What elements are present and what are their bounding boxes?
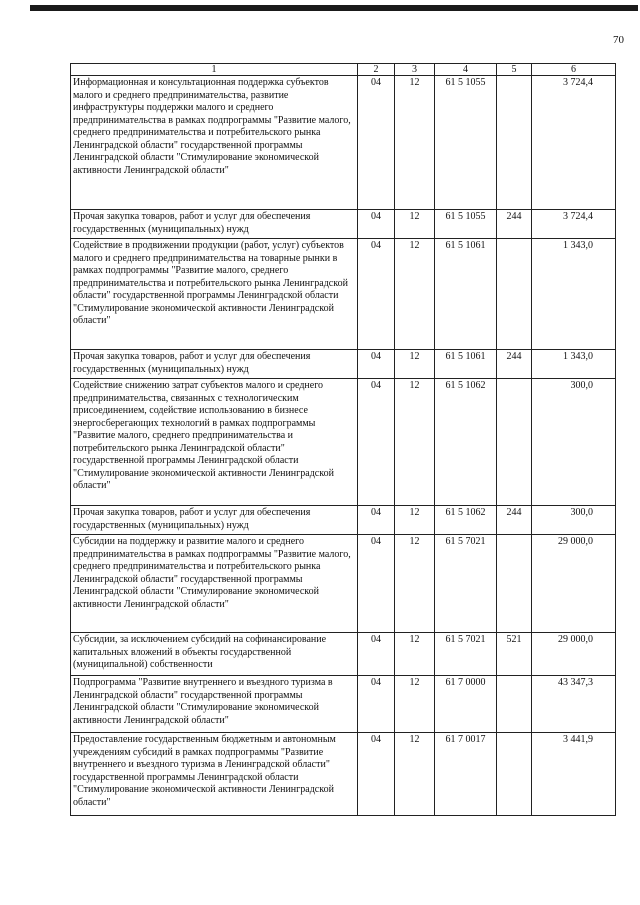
budget-table bbox=[70, 63, 616, 816]
top-border-rule bbox=[30, 5, 638, 11]
table-row bbox=[71, 506, 616, 535]
subsection-cell: 12 bbox=[395, 379, 435, 506]
amount-cell: 29 000,0 bbox=[532, 535, 616, 633]
description-cell: Предоставление государственным бюджетным и автономным учреждениям субсидий в рамках подпрограммы "Развитие внутреннего и въездного туризма в Ленинградской области" государственной программы Ленинградской области "Стимулирование экономической активности Ленинградской области" bbox=[71, 733, 358, 816]
amount-cell: 3 724,4 bbox=[532, 76, 616, 210]
table-row bbox=[71, 535, 616, 633]
description-cell: Прочая закупка товаров, работ и услуг для обеспечения государственных (муниципальных) нужд bbox=[71, 350, 358, 379]
description-cell: Субсидии на поддержку и развитие малого и среднего предпринимательства в рамках подпрограммы "Развитие малого, среднего предпринимательства и потребительского рынка Ленинградской области" государственной программы Ленинградской области "Стимулирование экономической активности Ленинградской области" bbox=[71, 535, 358, 633]
subsection-cell: 12 bbox=[395, 633, 435, 676]
description-cell: Прочая закупка товаров, работ и услуг для обеспечения государственных (муниципальных) нужд bbox=[71, 210, 358, 239]
header-cell: 1 bbox=[71, 64, 358, 76]
expense-type-cell bbox=[497, 733, 532, 816]
description-cell: Прочая закупка товаров, работ и услуг для обеспечения государственных (муниципальных) нужд bbox=[71, 506, 358, 535]
expense-type-cell: 244 bbox=[497, 210, 532, 239]
target-article-cell: 61 5 1062 bbox=[435, 506, 497, 535]
target-article-cell: 61 5 7021 bbox=[435, 535, 497, 633]
target-article-cell: 61 5 1055 bbox=[435, 210, 497, 239]
expense-type-cell bbox=[497, 239, 532, 350]
expense-type-cell bbox=[497, 535, 532, 633]
subsection-cell: 12 bbox=[395, 506, 435, 535]
description-cell: Содействие в продвижении продукции (работ, услуг) субъектов малого и среднего предпринимательства на товарные рынки в рамках подпрограммы "Развитие малого, среднего предпринимательства и потребительского рынка Ленинградской области" государственной программы Ленинградской области "Стимулирование экономической активности Ленинградской области" bbox=[71, 239, 358, 350]
expense-type-cell bbox=[497, 76, 532, 210]
header-cell: 6 bbox=[532, 64, 616, 76]
subsection-cell: 12 bbox=[395, 350, 435, 379]
amount-cell: 3 441,9 bbox=[532, 733, 616, 816]
subsection-cell: 12 bbox=[395, 535, 435, 633]
section-cell: 04 bbox=[358, 633, 395, 676]
section-cell: 04 bbox=[358, 239, 395, 350]
table-row bbox=[71, 379, 616, 506]
section-cell: 04 bbox=[358, 506, 395, 535]
section-cell: 04 bbox=[358, 535, 395, 633]
expense-type-cell bbox=[497, 379, 532, 506]
target-article-cell: 61 5 1055 bbox=[435, 76, 497, 210]
section-cell: 04 bbox=[358, 350, 395, 379]
target-article-cell: 61 7 0017 bbox=[435, 733, 497, 816]
amount-cell: 29 000,0 bbox=[532, 633, 616, 676]
table-row bbox=[71, 733, 616, 816]
amount-cell: 1 343,0 bbox=[532, 239, 616, 350]
page-number: 70 bbox=[613, 34, 624, 46]
description-cell: Субсидии, за исключением субсидий на софинансирование капитальных вложений в объекты государственной (муниципальной) собственности bbox=[71, 633, 358, 676]
amount-cell: 3 724,4 bbox=[532, 210, 616, 239]
target-article-cell: 61 5 7021 bbox=[435, 633, 497, 676]
description-cell: Содействие снижению затрат субъектов малого и среднего предпринимательства, связанных с технологическим присоединением, содействие использованию в бизнесе энергосберегающих технологий в рамках подпрограммы "Развитие малого, среднего предпринимательства и потребительского рынка Ленинградской области" государственной программы Ленинградской области "Стимулирование экономической активности Ленинградской области" bbox=[71, 379, 358, 506]
target-article-cell: 61 5 1062 bbox=[435, 379, 497, 506]
header-cell: 2 bbox=[358, 64, 395, 76]
target-article-cell: 61 5 1061 bbox=[435, 350, 497, 379]
header-cell: 3 bbox=[395, 64, 435, 76]
amount-cell: 43 347,3 bbox=[532, 676, 616, 733]
target-article-cell: 61 7 0000 bbox=[435, 676, 497, 733]
table-row bbox=[71, 633, 616, 676]
table-row bbox=[71, 76, 616, 210]
description-cell: Информационная и консультационная поддержка субъектов малого и среднего предпринимательства, развитие инфраструктуры поддержки малого и среднего предпринимательства в рамках подпрограммы "Развитие малого, среднего предпринимательства и потребительского рынка Ленинградской области" государственной программы Ленинградской области "Стимулирование экономической активности Ленинградской области" bbox=[71, 76, 358, 210]
target-article-cell: 61 5 1061 bbox=[435, 239, 497, 350]
expense-type-cell bbox=[497, 676, 532, 733]
section-cell: 04 bbox=[358, 733, 395, 816]
subsection-cell: 12 bbox=[395, 76, 435, 210]
table-row bbox=[71, 239, 616, 350]
header-cell: 5 bbox=[497, 64, 532, 76]
header-cell: 4 bbox=[435, 64, 497, 76]
table-row bbox=[71, 210, 616, 239]
amount-cell: 1 343,0 bbox=[532, 350, 616, 379]
section-cell: 04 bbox=[358, 676, 395, 733]
section-cell: 04 bbox=[358, 379, 395, 506]
table-row bbox=[71, 350, 616, 379]
amount-cell: 300,0 bbox=[532, 379, 616, 506]
amount-cell: 300,0 bbox=[532, 506, 616, 535]
expense-type-cell: 244 bbox=[497, 350, 532, 379]
subsection-cell: 12 bbox=[395, 239, 435, 350]
table-row bbox=[71, 676, 616, 733]
subsection-cell: 12 bbox=[395, 733, 435, 816]
section-cell: 04 bbox=[358, 210, 395, 239]
expense-type-cell: 521 bbox=[497, 633, 532, 676]
subsection-cell: 12 bbox=[395, 210, 435, 239]
section-cell: 04 bbox=[358, 76, 395, 210]
subsection-cell: 12 bbox=[395, 676, 435, 733]
expense-type-cell: 244 bbox=[497, 506, 532, 535]
description-cell: Подпрограмма "Развитие внутреннего и въездного туризма в Ленинградской области" государственной программы Ленинградской области "Стимулирование экономической активности Ленинградской области" bbox=[71, 676, 358, 733]
table-header-row bbox=[71, 64, 616, 76]
